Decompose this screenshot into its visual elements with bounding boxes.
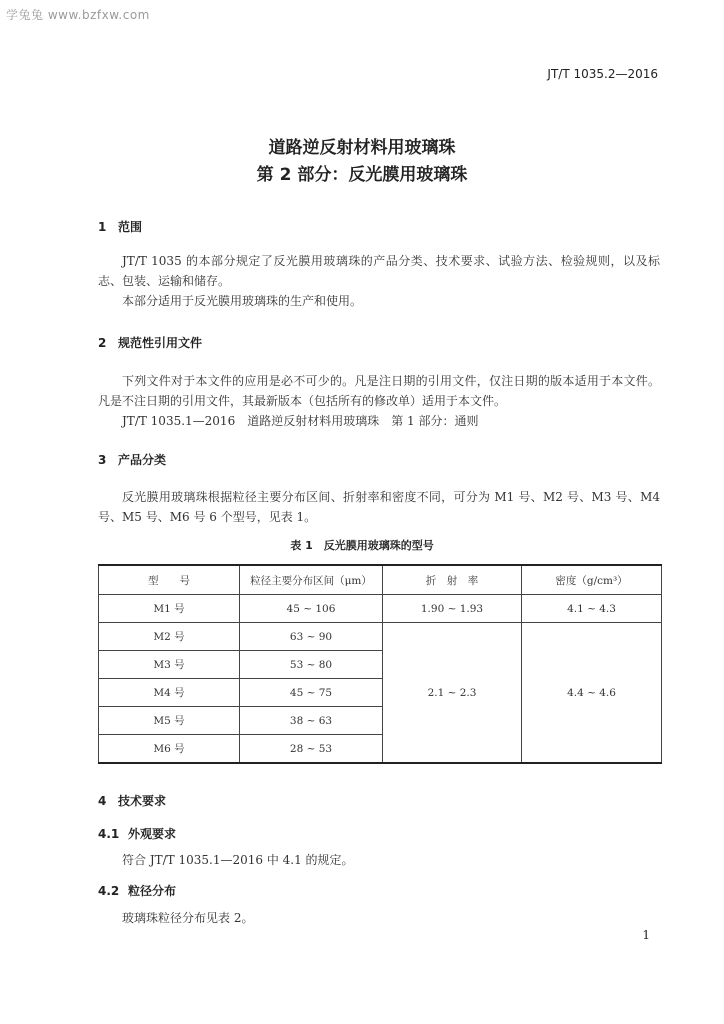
section-heading-4 [98,792,166,809]
section-title: 粒径分布 [128,884,177,898]
paragraph: 下列文件对于本文件的应用是必不可少的。凡是注日期的引用文件，仅注日期的版本适用于本文件。凡是不注日期的引用文件，其最新版本（包括所有的修改单）适用于本文件。 [98,374,660,408]
section-number: 4 [98,794,107,808]
section-number: 4.1 [98,827,120,841]
reference-entry: JT/T 1035.1—2016 道路逆反射材料用玻璃珠 第 1 部分：通则 [122,414,479,428]
section-title: 产品分类 [118,453,167,467]
document-title: 道路逆反射材料用玻璃珠 [268,138,456,158]
section-number: 1 [98,220,107,234]
table-caption: 表 1 反光膜用玻璃珠的型号 [290,539,434,552]
header-density: 密度（g/cm³） [522,565,662,595]
cell-model: M3 号 [99,651,240,679]
cell-size: 53 ~ 80 [240,651,383,679]
table-header-row [99,565,662,595]
cell-size: 45 ~ 106 [240,595,383,623]
cell-size: 38 ~ 63 [240,707,383,735]
header-size: 粒径主要分布区间（μm） [240,565,383,595]
section-number: 4.2 [98,884,120,898]
page-number: 1 [642,928,650,942]
cell-refractive-index: 1.90 ~ 1.93 [383,595,522,623]
paragraph: 本部分适用于反光膜用玻璃珠的生产和使用。 [122,294,363,308]
cell-model: M6 号 [99,735,240,764]
section-heading-1 [98,218,142,235]
paragraph: 反光膜用玻璃珠根据粒径主要分布区间、折射率和密度不同，可分为 M1 号、M2 号、M3 号、M4 号、M5 号、M6 号 6 个型号，见表 1。 [98,490,660,524]
cell-density: 4.1 ~ 4.3 [522,595,662,623]
section-heading-4-1 [98,825,176,842]
section-heading-4-2 [98,882,176,899]
cell-model: M5 号 [99,707,240,735]
paragraph: 玻璃珠粒径分布见表 2。 [122,911,254,925]
cell-size: 63 ~ 90 [240,623,383,651]
header-refractive-index: 折 射 率 [383,565,522,595]
section-title: 技术要求 [118,794,167,808]
section-number: 3 [98,453,107,467]
cell-model: M1 号 [99,595,240,623]
watermark: 学兔兔 www.bzfxw.com [6,8,150,22]
paragraph: JT/T 1035 的本部分规定了反光膜用玻璃珠的产品分类、技术要求、试验方法、检验规则，以及标志、包装、运输和储存。 [98,254,660,288]
section-heading-2 [98,334,202,351]
cell-density-merged: 4.4 ~ 4.6 [522,623,662,764]
document-subtitle: 第 2 部分：反光膜用玻璃珠 [256,165,468,185]
section-number: 2 [98,336,107,350]
header-model: 型 号 [99,565,240,595]
cell-size: 45 ~ 75 [240,679,383,707]
cell-model: M4 号 [99,679,240,707]
cell-model: M2 号 [99,623,240,651]
section-title: 规范性引用文件 [118,336,203,350]
table-row [99,623,662,651]
paragraph: 符合 JT/T 1035.1—2016 中 4.1 的规定。 [122,853,354,867]
section-heading-3 [98,451,166,468]
model-table [98,564,662,764]
cell-size: 28 ~ 53 [240,735,383,764]
standard-code: JT/T 1035.2—2016 [547,67,658,81]
section-title: 范围 [118,220,143,234]
table-row [99,595,662,623]
section-title: 外观要求 [128,827,177,841]
cell-refractive-index-merged: 2.1 ~ 2.3 [383,623,522,764]
